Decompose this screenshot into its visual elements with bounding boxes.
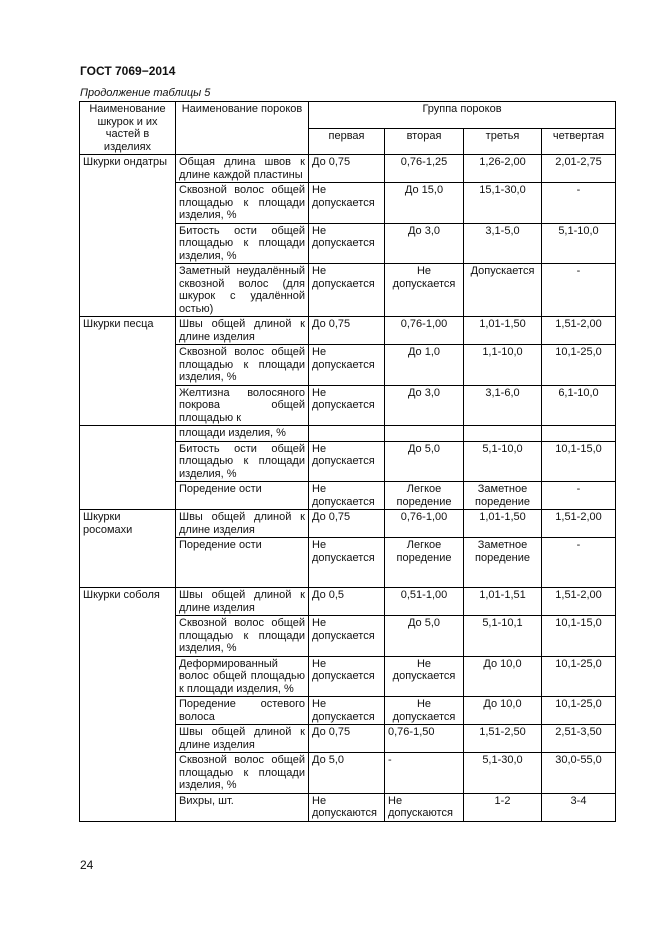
product-cell: Шкурки росомахи [80, 510, 176, 588]
value-cell-1: Не допускается [309, 264, 385, 317]
value-cell-2: До 1,0 [385, 345, 464, 386]
value-cell-3: Заметное поредение [464, 538, 542, 588]
value-cell-1: До 0,75 [309, 725, 385, 753]
value-cell-2: 0,76-1,00 [385, 510, 464, 538]
value-cell-3: 1,1-10,0 [464, 345, 542, 386]
col-header-product: Наименование шкурок и их частей в изделиях [80, 102, 176, 155]
value-cell-4: 10,1-25,0 [542, 697, 616, 725]
value-cell-2: До 15,0 [385, 183, 464, 224]
value-cell-1: До 0,75 [309, 510, 385, 538]
value-cell-3: 1,01-1,50 [464, 510, 542, 538]
value-cell-4: - [542, 264, 616, 317]
value-cell-1 [309, 426, 385, 442]
value-cell-2: 0,76-1,25 [385, 155, 464, 183]
value-cell-3: До 10,0 [464, 656, 542, 697]
defect-cell: Вихры, шт. [176, 793, 309, 821]
value-cell-1: Не допускается [309, 656, 385, 697]
value-cell-4: 1,51-2,00 [542, 510, 616, 538]
col-header-group-2: вторая [385, 128, 464, 155]
value-cell-3: 1,51-2,50 [464, 725, 542, 753]
value-cell-4: - [542, 538, 616, 588]
table-row [80, 588, 616, 616]
table-row [80, 155, 616, 183]
defect-cell: Поредение ости [176, 538, 309, 588]
value-cell-4: - [542, 183, 616, 224]
value-cell-2: - [385, 753, 464, 794]
value-cell-4: 6,1-10,0 [542, 385, 616, 426]
table-caption: Продолжение таблицы 5 [80, 87, 211, 99]
value-cell-1: Не допускается [309, 183, 385, 224]
value-cell-4: - [542, 482, 616, 510]
value-cell-1: Не допускается [309, 441, 385, 482]
value-cell-3: 3,1-5,0 [464, 223, 542, 264]
defect-cell: Сквозной волос общей площадью к площади изделия, % [176, 616, 309, 657]
value-cell-2: Не допускается [385, 697, 464, 725]
defect-cell: Сквозной волос общей площадью к площади изделия, % [176, 753, 309, 794]
value-cell-3: 3,1-6,0 [464, 385, 542, 426]
value-cell-3: 1,01-1,50 [464, 317, 542, 345]
value-cell-1: До 5,0 [309, 753, 385, 794]
value-cell-4 [542, 426, 616, 442]
table-header-row [80, 102, 616, 129]
value-cell-3: 1,26-2,00 [464, 155, 542, 183]
value-cell-2: До 5,0 [385, 441, 464, 482]
value-cell-4: 5,1-10,0 [542, 223, 616, 264]
value-cell-1: Не допускаются [309, 793, 385, 821]
value-cell-2: До 3,0 [385, 223, 464, 264]
table-row [80, 426, 616, 442]
defect-cell: Битость ости общей площадью к площади изделия, % [176, 441, 309, 482]
col-header-group-1: первая [309, 128, 385, 155]
col-header-defect: Наименование пороков [176, 102, 309, 155]
value-cell-2: 0,76-1,00 [385, 317, 464, 345]
table-row [80, 317, 616, 345]
defects-table [79, 101, 616, 822]
value-cell-3: 1-2 [464, 793, 542, 821]
value-cell-2: Не допускается [385, 656, 464, 697]
defect-cell: Сквозной волос общей площадью к площади изделия, % [176, 183, 309, 224]
value-cell-4: 2,51-3,50 [542, 725, 616, 753]
product-cell-continued [80, 426, 176, 510]
document-header: ГОСТ 7069−2014 [80, 64, 176, 78]
defect-cell: Битость ости общей площадью к площади изделия, % [176, 223, 309, 264]
value-cell-3: Допускается [464, 264, 542, 317]
defect-cell: Швы общей длиной к длине изделия [176, 725, 309, 753]
defect-cell: Швы общей длиной к длине изделия [176, 317, 309, 345]
col-header-group-4: четвертая [542, 128, 616, 155]
value-cell-4: 2,01-2,75 [542, 155, 616, 183]
col-header-group-3: третья [464, 128, 542, 155]
value-cell-3: 5,1-10,0 [464, 441, 542, 482]
value-cell-3: 5,1-10,1 [464, 616, 542, 657]
value-cell-4: 1,51-2,00 [542, 317, 616, 345]
value-cell-4: 1,51-2,00 [542, 588, 616, 616]
value-cell-3: 1,01-1,51 [464, 588, 542, 616]
page-number: 24 [80, 858, 94, 872]
value-cell-1: Не допускается [309, 345, 385, 386]
defect-cell: Общая длина швов к длине каждой пластины [176, 155, 309, 183]
value-cell-2: До 5,0 [385, 616, 464, 657]
value-cell-3: Заметное поредение [464, 482, 542, 510]
value-cell-2: Не допускаются [385, 793, 464, 821]
value-cell-4: 10,1-25,0 [542, 345, 616, 386]
defect-cell: Поредение ости [176, 482, 309, 510]
product-cell: Шкурки песца [80, 317, 176, 426]
value-cell-3: 15,1-30,0 [464, 183, 542, 224]
value-cell-2: 0,51-1,00 [385, 588, 464, 616]
value-cell-1: Не допускается [309, 482, 385, 510]
value-cell-2: Легкое поредение [385, 482, 464, 510]
defect-cell: Швы общей длиной к длине изделия [176, 588, 309, 616]
value-cell-4: 3-4 [542, 793, 616, 821]
value-cell-1: Не допускается [309, 385, 385, 426]
value-cell-1: До 0,5 [309, 588, 385, 616]
value-cell-3 [464, 426, 542, 442]
value-cell-1: Не допускается [309, 616, 385, 657]
product-cell: Шкурки соболя [80, 588, 176, 822]
value-cell-2: 0,76-1,50 [385, 725, 464, 753]
defect-cell: Сквозной волос общей площадью к площади изделия, % [176, 345, 309, 386]
value-cell-2: До 3,0 [385, 385, 464, 426]
col-header-group: Группа пороков [309, 102, 616, 129]
table-row [80, 510, 616, 538]
value-cell-3: До 10,0 [464, 697, 542, 725]
value-cell-4: 30,0-55,0 [542, 753, 616, 794]
value-cell-4: 10,1-15,0 [542, 441, 616, 482]
product-cell: Шкурки ондатры [80, 155, 176, 317]
defect-cell: Желтизна волосяного покрова общей площадью к [176, 385, 309, 426]
defect-cell: Заметный неудалённый сквозной волос (для шкурок с удалённой остью) [176, 264, 309, 317]
value-cell-4: 10,1-15,0 [542, 616, 616, 657]
defect-cell: площади изделия, % [176, 426, 309, 442]
value-cell-4: 10,1-25,0 [542, 656, 616, 697]
value-cell-1: До 0,75 [309, 155, 385, 183]
value-cell-3: 5,1-30,0 [464, 753, 542, 794]
value-cell-1: До 0,75 [309, 317, 385, 345]
defect-cell: Поредение остевого волоса [176, 697, 309, 725]
defect-cell: Швы общей длиной к длине изделия [176, 510, 309, 538]
value-cell-2 [385, 426, 464, 442]
value-cell-1: Не допускается [309, 223, 385, 264]
value-cell-1: Не допускается [309, 697, 385, 725]
value-cell-2: Не допускается [385, 264, 464, 317]
value-cell-1: Не допускается [309, 538, 385, 588]
value-cell-2: Легкое поредение [385, 538, 464, 588]
defect-cell: Деформированный волос общей площадью к площади изделия, % [176, 656, 309, 697]
